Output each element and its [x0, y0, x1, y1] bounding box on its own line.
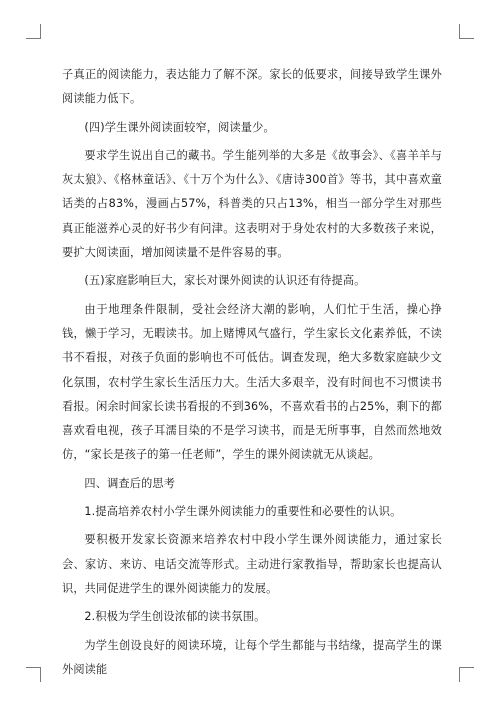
paragraph-reading-environment: 为学生创设良好的阅读环境，让每个学生都能与书结缘，提高学生的课外阅读能 — [62, 638, 442, 676]
crop-mark-bottom-right — [459, 667, 474, 682]
heading-point-2: 2.积极为学生创设浓郁的读书氛围。 — [84, 610, 266, 624]
paragraph-book-collection: 要求学生说出自己的藏书。学生能列举的大多是《故事会》、《喜羊羊与灰太狼》、《格林童话》、《十万个为什么》、《唐诗300首》等书，其中喜欢童话类的占83%，漫画占57%，科普类的只占13%，相当一部分学生对那些真正能滋养心灵的好书少有问津。这表明对于身处农村的大多数孩子来说，要扩大阅读面，增加阅读量不是件容易的事。 — [62, 148, 442, 260]
crop-mark-top-right — [459, 24, 474, 39]
heading-part-four: 四、调查后的思考 — [84, 476, 176, 490]
document-body — [62, 63, 442, 686]
paragraph-continued: 子真正的阅读能力，表达能力了解不深。家长的低要求，间接导致学生课外阅读能力低下。 — [62, 68, 442, 106]
crop-mark-bottom-left — [26, 667, 41, 682]
heading-point-1: 1.提高培养农村小学生课外阅读能力的重要性和必要性的认识。 — [84, 505, 402, 519]
paragraph-family-influence: 由于地理条件限制，受社会经济大潮的影响，人们忙于生活，操心挣钱，懒于学习，无暇读书。加上赌博风气盛行，学生家长文化素养低，不读书不看报，对孩子负面的影响也不可低估。调查发现，绝大多数家庭缺少文化氛围，农村学生家长生活压力大。生活大多艰辛，没有时间也不习惯读书看报。闲余时间家长读书看报的不到36%，不喜欢看书的占25%，剩下的都喜欢看电视，孩子耳濡目染的不是学习读书，而是无所事事，自然而然地效仿，“家长是孩子的第一任老师”，学生的课外阅读就无从谈起。 — [62, 302, 442, 462]
heading-section-4: (四)学生课外阅读面较窄，阅读量少。 — [84, 120, 275, 134]
crop-mark-top-left — [26, 24, 41, 39]
paragraph-parent-resources: 要积极开发家长资源来培养农村中段小学生课外阅读能力，通过家长会、家访、来访、电话交流等形式。主动进行家教指导，帮助家长也提高认识，共同促进学生的课外阅读能力的发展。 — [62, 533, 442, 595]
heading-section-5: (五)家庭影响巨大，家长对课外阅读的认识还有待提高。 — [84, 274, 366, 288]
